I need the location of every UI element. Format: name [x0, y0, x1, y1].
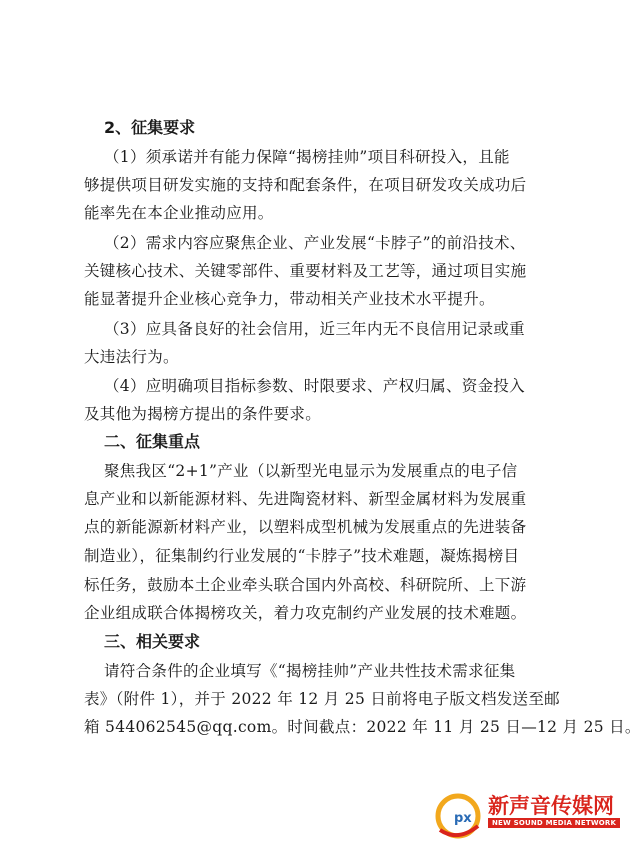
text-line: 点的新能源新材料产业，以塑料成型机械为发展重点的先进装备 [84, 518, 527, 536]
text-line: 大违法行为。 [84, 348, 179, 366]
text-line: 能率先在本企业推动应用。 [84, 204, 274, 222]
text-line: 够提供项目研发实施的支持和配套条件，在项目研发攻关成功后 [84, 176, 527, 194]
text-line: 能显著提升企业核心竞争力，带动相关产业技术水平提升。 [84, 290, 495, 308]
text-line: 关键核心技术、关键零部件、重要材料及工艺等，通过项目实施 [84, 262, 527, 280]
text-line: 请符合条件的企业填写《“揭榜挂帅”产业共性技术需求征集 [104, 662, 516, 680]
section-heading: 二、征集重点 [104, 432, 201, 451]
text-line: 表》（附件 1），并于 2022 年 12 月 25 日前将电子版文档发送至邮 [84, 690, 560, 708]
text-line: （2）需求内容应聚焦企业、产业发展“卡脖子”的前沿技术、 [104, 234, 526, 252]
logo-text: px [454, 811, 472, 826]
text-line: （1）须承诺并有能力保障“揭榜挂帅”项目科研投入，且能 [104, 148, 510, 166]
section-heading: 三、相关要求 [104, 632, 201, 651]
section-heading: 2、征集要求 [104, 118, 196, 137]
text-line: 聚焦我区“2+1”产业（以新型光电显示为发展重点的电子信 [104, 462, 518, 480]
text-line: 箱 544062545@qq.com。时间截点：2022 年 11 月 25 日—12 月 25 日。 [84, 718, 641, 736]
watermark-subtitle: NEW SOUND MEDIA NETWORK [488, 818, 620, 828]
watermark-name: 新声音传媒网 [488, 794, 614, 818]
text-line: （3）应具备良好的社会信用，近三年内无不良信用记录或重 [104, 320, 525, 338]
text-line: 制造业），征集制约行业发展的“卡脖子”技术难题，凝炼揭榜目 [84, 547, 520, 565]
media-logo-icon [432, 786, 488, 842]
text-line: 企业组成联合体揭榜攻关，着力攻克制约产业发展的技术难题。 [84, 604, 527, 622]
text-line: 及其他为揭榜方提出的条件要求。 [84, 405, 322, 423]
text-line: 息产业和以新能源材料、先进陶瓷材料、新型金属材料为发展重 [84, 490, 527, 508]
watermark [432, 786, 617, 842]
text-line: （4）应明确项目指标参数、时限要求、产权归属、资金投入 [104, 377, 525, 395]
text-line: 标任务，鼓励本土企业牵头联合国内外高校、科研院所、上下游 [84, 576, 527, 594]
